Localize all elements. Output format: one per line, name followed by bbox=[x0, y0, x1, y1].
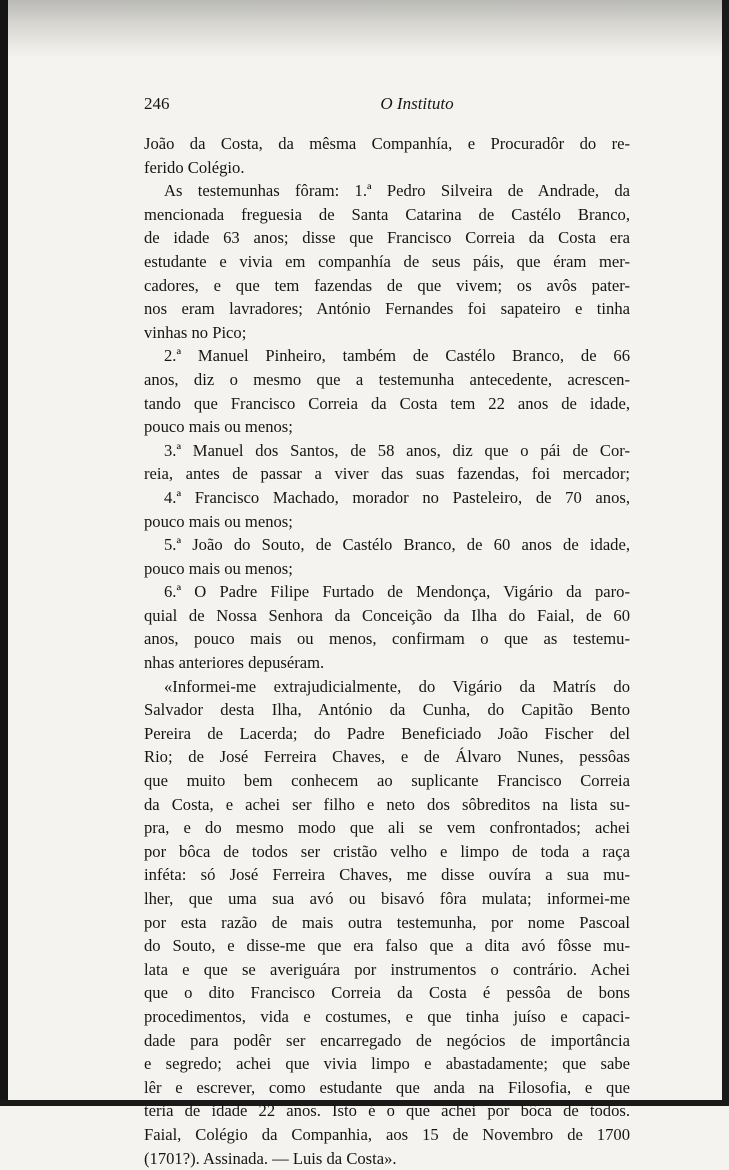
text-line: pra, e do mesmo modo que ali se vem confrontados; achei bbox=[144, 818, 630, 838]
text-line: As testemunhas fôram: 1.ª Pedro Silveira de Andrade, da bbox=[164, 181, 630, 201]
text-line: pouco mais ou menos; bbox=[144, 511, 293, 531]
text-line: tando que Francisco Correia da Costa tem 22 anos de idade, bbox=[144, 393, 630, 413]
running-head bbox=[144, 94, 630, 120]
text-line: mencionada freguesia de Santa Catarina de Castélo Branco, bbox=[144, 204, 630, 224]
text-line: Faial, Colégio da Companhia, aos 15 de Novembro de 1700 bbox=[144, 1124, 630, 1144]
text-line: de idade 63 anos; disse que Francisco Correia da Costa era bbox=[144, 228, 630, 248]
text-line: e segredo; achei que vivia limpo e abastadamente; que sabe bbox=[144, 1054, 630, 1074]
scan-border-right bbox=[722, 0, 729, 1106]
text-line: nhas anteriores depuséram. bbox=[144, 653, 325, 673]
text-line: Rio; de José Ferreira Chaves, e de Álvaro Nunes, pessôas bbox=[144, 747, 630, 767]
text-line: 4.ª Francisco Machado, morador no Pasteleiro, de 70 anos, bbox=[164, 487, 630, 507]
text-line: teria de idade 22 anos. Isto é o que achei por bôca de todos. bbox=[144, 1101, 630, 1121]
text-line: 5.ª João do Souto, de Castélo Branco, de 60 anos de idade, bbox=[164, 535, 630, 555]
text-line: «Informei-me extrajudicialmente, do Vigário da Matrís do bbox=[164, 676, 630, 696]
text-line: 6.ª O Padre Filipe Furtado de Mendonça, Vigário da paro- bbox=[164, 582, 630, 602]
text-line: João da Costa, da mêsma Companhía, e Procuradôr do re- bbox=[144, 134, 630, 153]
text-line: lêr e escrever, como estudante que anda na Filosofia, e que bbox=[144, 1077, 630, 1097]
body-text bbox=[144, 132, 630, 1170]
text-line: que muito bem conhecem ao suplicante Francisco Correia bbox=[144, 771, 630, 791]
text-line: procedimentos, vida e costumes, e que tinha juíso e capaci- bbox=[144, 1006, 630, 1026]
text-line: pouco mais ou menos; bbox=[144, 558, 293, 578]
text-line: reia, antes de passar a viver das suas fazendas, foi mercador; bbox=[144, 464, 630, 484]
text-line: da Costa, e achei ser filho e neto dos sôbreditos na lista su- bbox=[144, 794, 630, 814]
text-line: anos, pouco mais ou menos, confirmam o que as testemu- bbox=[144, 629, 630, 649]
text-line: anos, diz o mesmo que a testemunha antecedente, acrescen- bbox=[144, 369, 630, 389]
scan-border-left bbox=[0, 0, 8, 1106]
text-line: quial de Nossa Senhora da Conceição da Ilha do Faial, de 60 bbox=[144, 605, 630, 625]
text-line: do Souto, e disse-me que era falso que a dita avó fôsse mu- bbox=[144, 936, 630, 956]
text-line: Pereira de Lacerda; do Padre Beneficiado João Fischer del bbox=[144, 723, 630, 743]
text-line: (1701?). Assinada. — Luis da Costa». bbox=[144, 1148, 397, 1168]
text-line: cadores, e que tem fazendas de que vivem; os avôs pater- bbox=[144, 275, 630, 295]
journal-title: O Instituto bbox=[380, 94, 454, 113]
page-number: 246 bbox=[144, 94, 170, 113]
text-line: nos eram lavradores; António Fernandes foi sapateiro e tinha bbox=[144, 299, 630, 319]
text-line: por bôca de todos ser cristão velho e limpo de toda a raça bbox=[144, 841, 630, 861]
text-line: que o dito Francisco Correia da Costa é pessôa de bons bbox=[144, 983, 630, 1003]
text-line: Salvador desta Ilha, António da Cunha, do Capitão Bento bbox=[144, 700, 630, 720]
text-line: lher, que uma sua avó ou bisavó fôra mulata; informei-me bbox=[144, 889, 630, 908]
text-line: vinhas no Pico; bbox=[144, 322, 247, 342]
text-line: estudante e vivia em companhía de seus páis, que éram mer- bbox=[144, 251, 630, 271]
text-line: por esta razão de mais outra testemunha, por nome Pascoal bbox=[144, 912, 630, 932]
scan-shadow-top bbox=[0, 0, 729, 58]
text-line: 2.ª Manuel Pinheiro, também de Castélo Branco, de 66 bbox=[164, 346, 630, 366]
book-page bbox=[144, 94, 630, 1170]
text-line: 3.ª Manuel dos Santos, de 58 anos, diz que o pái de Cor- bbox=[164, 440, 630, 460]
text-line: inféta: só José Ferreira Chaves, me disse ouvíra a sua mu- bbox=[144, 865, 630, 885]
text-line: ferido Colégio. bbox=[144, 157, 245, 177]
text-line: dade para podêr ser encarregado de negócios de importância bbox=[144, 1030, 630, 1050]
text-line: lata e que se averiguára por instrumentos o contrário. Achei bbox=[144, 959, 630, 979]
text-line: pouco mais ou menos; bbox=[144, 417, 293, 437]
